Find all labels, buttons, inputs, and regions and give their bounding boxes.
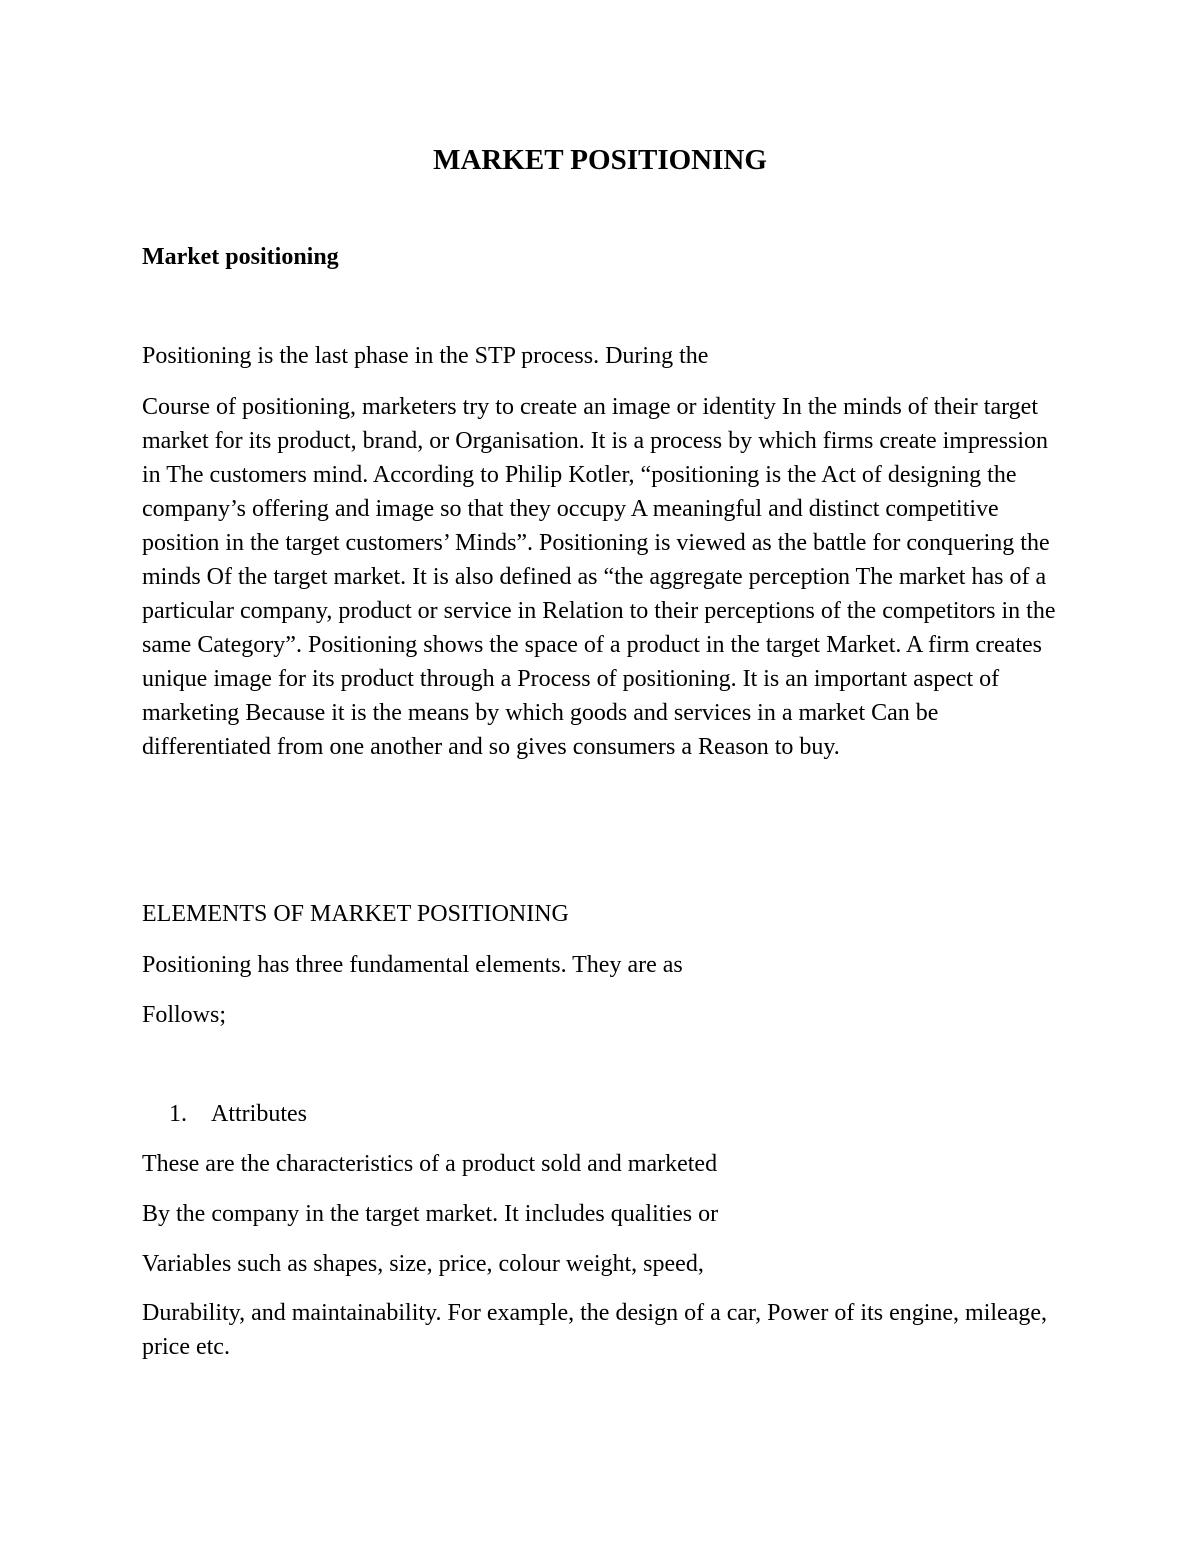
list-item-number: 1.	[169, 1101, 187, 1127]
list-item-label: Attributes	[211, 1101, 307, 1127]
attributes-line-1: These are the characteristics of a product sold and marketed	[142, 1151, 718, 1177]
attributes-line-2: By the company in the target market. It includes qualities or	[142, 1201, 719, 1227]
attributes-paragraph: Durability, and maintainability. For example, the design of a car, Power of its engine, mileage, price etc.	[142, 1300, 1048, 1360]
elements-heading: ELEMENTS OF MARKET POSITIONING	[142, 901, 569, 927]
list-item	[169, 1097, 307, 1131]
page-title: MARKET POSITIONING	[433, 144, 767, 176]
elements-intro: Positioning has three fundamental elements. They are as	[142, 952, 683, 978]
attributes-line-3: Variables such as shapes, size, price, colour weight, speed,	[142, 1251, 704, 1277]
section-subheading: Market positioning	[142, 244, 339, 270]
main-paragraph: Course of positioning, marketers try to create an image or identity In the minds of their target market for its product, brand, or Organisation. It is a process by which firms create impression in The customers mind. According to Philip Kotler, “positioning is the Act of designing the company’s offering and image so that they occupy A meaningful and distinct competitive position in the target customers’ Minds”. Positioning is viewed as the battle for conquering the minds Of the target market. It is also defined as “the aggregate perception The market has of a particular company, product or service in Relation to their perceptions of the competitors in the same Category”. Positioning shows the space of a product in the target Market. A firm creates unique image for its product through a Process of positioning. It is an important aspect of marketing Because it is the means by which goods and services in a market Can be differentiated from one another and so gives consumers a Reason to buy.	[142, 394, 1056, 760]
elements-follows: Follows;	[142, 1002, 227, 1028]
intro-line: Positioning is the last phase in the STP process. During the	[142, 343, 709, 369]
